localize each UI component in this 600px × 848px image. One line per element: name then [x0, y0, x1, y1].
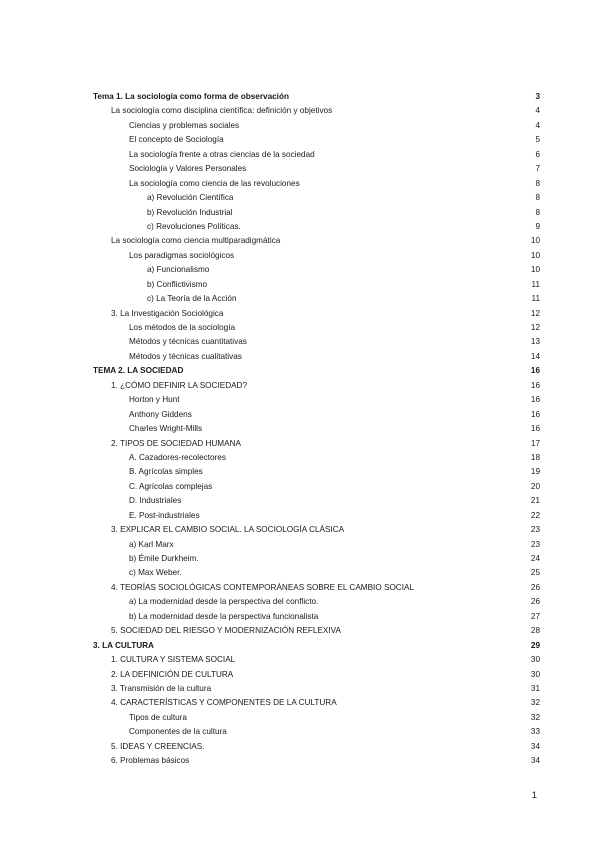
toc-entry-title: E. Post-industriales [129, 510, 200, 520]
toc-entry[interactable] [93, 437, 540, 451]
toc-entry[interactable] [93, 581, 540, 595]
toc-entry-title: Los paradigmas sociológicos [129, 250, 235, 260]
toc-entry[interactable] [93, 234, 540, 248]
toc-entry-page: 6 [535, 149, 540, 159]
toc-entry-page: 12 [530, 323, 540, 332]
toc-entry[interactable] [93, 321, 540, 335]
toc-entry-page: 31 [530, 683, 540, 693]
toc-entry-page: 25 [530, 568, 540, 578]
toc-entry[interactable] [93, 379, 540, 393]
toc-entry-title: 4. CARACTERÍSTICAS Y COMPONENTES DE LA CULTURA [111, 698, 337, 708]
toc-entry-page: 14 [530, 351, 540, 361]
toc-entry-title: 2. LA DEFINICIÓN DE CULTURA [111, 669, 234, 679]
toc-entry-title: b) Émile Durkheim. [129, 554, 199, 563]
toc-entry-page: 10 [530, 250, 540, 260]
toc-entry-page: 7 [535, 164, 540, 174]
toc-entry[interactable] [93, 682, 540, 696]
toc-entry-title: a) Karl Marx [129, 539, 174, 549]
toc-entry-page: 18 [530, 452, 540, 462]
toc-entry[interactable] [93, 191, 540, 205]
toc-entry[interactable] [93, 566, 540, 580]
toc-entry-title: 3. LA CULTURA [93, 640, 154, 650]
toc-entry-page: 16 [530, 366, 540, 376]
toc-entry-title: Los métodos de la sociología [129, 323, 236, 332]
toc-entry-page: 12 [530, 308, 540, 318]
toc-entry-title: Métodos y técnicas cualitativas [129, 351, 242, 361]
toc-entry-title: El concepto de Sociología [129, 135, 224, 145]
toc-entry-title: C. Agrícolas complejas [129, 481, 213, 491]
toc-entry[interactable] [93, 725, 540, 739]
toc-entry-page: 34 [530, 741, 540, 751]
toc-entry-page: 4 [535, 106, 540, 116]
toc-entry[interactable] [93, 740, 540, 754]
toc-entry-page: 19 [530, 467, 540, 477]
toc-entry-page: 16 [530, 424, 540, 434]
toc-entry[interactable] [93, 523, 540, 537]
toc-entry-page: 32 [530, 698, 540, 708]
toc-entry-page: 28 [530, 626, 540, 636]
toc-entry-title: a) Funcionalismo [147, 265, 210, 275]
toc-entry-title: TEMA 2. LA SOCIEDAD [93, 366, 184, 376]
toc-entry-page: 16 [530, 380, 540, 390]
toc-entry-title: c) Max Weber. [129, 568, 182, 578]
toc-entry-page: 8 [535, 193, 540, 203]
toc-entry-page: 3 [535, 92, 540, 101]
toc-entry-page: 24 [530, 554, 540, 563]
toc-entry-title: 5. IDEAS Y CREENCIAS. [111, 741, 205, 751]
toc-entry[interactable] [93, 220, 540, 234]
toc-entry[interactable] [93, 408, 540, 422]
toc-entry-title: b) Revolución Industrial [147, 207, 233, 217]
toc-entry-title: Anthony Giddens [129, 409, 192, 419]
toc-entry-title: a) La modernidad desde la perspectiva del conflicto. [129, 597, 319, 607]
toc-entry-title: D. Industriales [129, 496, 182, 506]
toc-entry-page: 16 [530, 395, 540, 405]
toc-entry-page: 30 [530, 669, 540, 679]
toc-entry-title: 4. TEORÍAS SOCIOLÓGICAS CONTEMPORÁNEAS SOBRE EL CAMBIO SOCIAL [111, 582, 415, 592]
toc-entry-page: 32 [530, 712, 540, 722]
toc-entry-title: a) Revolución Científica [147, 193, 234, 203]
toc-entry[interactable] [93, 162, 540, 176]
toc-entry-title: La sociología frente a otras ciencias de la sociedad [129, 149, 315, 159]
toc-entry-page: 29 [530, 640, 540, 650]
toc-entry-title: b) La modernidad desde la perspectiva funcionalista [129, 611, 319, 621]
toc-entry-page: 8 [535, 178, 540, 188]
toc-entry[interactable] [93, 624, 540, 638]
toc-entry-page: 10 [530, 265, 540, 275]
toc-entry-page: 23 [530, 539, 540, 549]
toc-entry-page: 4 [535, 120, 540, 130]
toc-entry[interactable] [93, 754, 540, 768]
toc-entry-title: La sociología como ciencia de las revoluciones [129, 178, 300, 188]
toc-entry-page: 22 [530, 510, 540, 520]
toc-entry[interactable] [93, 104, 540, 118]
toc-entry[interactable] [93, 335, 540, 349]
toc-entry-title: Métodos y técnicas cuantitativas [129, 337, 247, 347]
toc-entry[interactable] [93, 307, 540, 321]
toc-entry-title: Componentes de la cultura [129, 727, 227, 737]
toc-entry-page: 11 [531, 279, 540, 289]
toc-entry-title: 3. EXPLICAR EL CAMBIO SOCIAL. LA SOCIOLOGÍA CLÁSICA [111, 525, 345, 535]
toc-entry[interactable] [93, 509, 540, 523]
toc-entry[interactable] [93, 668, 540, 682]
toc-entry-page: 26 [530, 582, 540, 592]
toc-entry-title: 1. ¿CÓMO DEFINIR LA SOCIEDAD? [111, 380, 248, 390]
toc-entry[interactable] [93, 263, 540, 277]
toc-entry[interactable] [93, 465, 540, 479]
toc-entry[interactable] [93, 696, 540, 710]
toc-entry[interactable] [93, 480, 540, 494]
toc-entry-title: Charles Wright-Mills [129, 424, 203, 434]
toc-entry-page: 13 [530, 337, 540, 347]
toc-entry-page: 8 [535, 207, 540, 217]
toc-entry[interactable] [93, 148, 540, 162]
table-of-contents [93, 90, 540, 769]
toc-entry-title: c) La Teoría de la Acción [147, 294, 237, 304]
toc-entry-title: 1. CULTURA Y SISTEMA SOCIAL [111, 655, 236, 665]
toc-entry-title: Horton y Hunt [129, 395, 180, 405]
toc-entry[interactable] [93, 494, 540, 508]
toc-entry-title: Tema 1. La sociología como forma de observación [93, 92, 289, 101]
toc-entry-title: Sociología y Valores Personales [129, 164, 247, 174]
toc-entry-page: 16 [530, 409, 540, 419]
toc-entry-page: 33 [530, 727, 540, 737]
toc-entry-page: 23 [530, 525, 540, 535]
toc-entry[interactable] [93, 552, 540, 566]
toc-entry[interactable] [93, 177, 540, 191]
toc-entry-page: 5 [535, 135, 540, 145]
toc-entry[interactable] [93, 249, 540, 263]
toc-entry-page: 26 [530, 597, 540, 607]
toc-entry[interactable] [93, 639, 540, 653]
toc-entry[interactable] [93, 364, 540, 378]
toc-entry-title: b) Conflictivismo [147, 279, 208, 289]
toc-entry[interactable] [93, 422, 540, 436]
toc-entry-title: La sociología como ciencia multiparadigmática [111, 236, 281, 246]
toc-entry-page: 34 [530, 756, 540, 766]
toc-entry-title: A. Cazadores-recolectores [129, 452, 226, 462]
toc-entry-page: 30 [530, 655, 540, 665]
toc-entry-page: 21 [530, 496, 540, 506]
toc-entry-title: 3. La Investigación Sociológica [111, 308, 224, 318]
toc-entry-page: 17 [530, 438, 540, 448]
toc-entry-page: 20 [530, 481, 540, 491]
toc-entry[interactable] [93, 610, 540, 624]
toc-entry[interactable] [93, 133, 540, 147]
toc-entry-title: 5. SOCIEDAD DEL RIESGO Y MODERNIZACIÓN REFLEXIVA [111, 626, 341, 636]
toc-entry-title: Tipos de cultura [129, 712, 187, 722]
toc-entry-title: c) Revoluciones Políticas. [147, 221, 241, 231]
toc-entry[interactable] [93, 393, 540, 407]
toc-entry[interactable] [93, 119, 540, 133]
toc-entry-title: 6. Problemas básicos [111, 756, 190, 766]
toc-entry[interactable] [93, 711, 540, 725]
toc-entry[interactable] [93, 595, 540, 609]
toc-entry[interactable] [93, 451, 540, 465]
toc-entry-title: 2. TIPOS DE SOCIEDAD HUMANA [111, 438, 241, 448]
page-number: 1 [531, 790, 537, 801]
toc-entry[interactable] [93, 206, 540, 220]
toc-entry-title: 3. Transmisión de la cultura [111, 683, 212, 693]
toc-entry[interactable] [93, 350, 540, 364]
toc-entry[interactable] [93, 538, 540, 552]
toc-entry-page: 10 [530, 236, 540, 246]
toc-entry[interactable] [93, 292, 540, 306]
toc-entry-page: 11 [531, 294, 540, 304]
toc-entry-title: Ciencias y problemas sociales [129, 120, 240, 130]
toc-entry-title: La sociología como disciplina científica: definición y objetivos [111, 106, 333, 116]
toc-entry-title: B. Agrícolas simples [129, 467, 203, 477]
toc-entry[interactable] [93, 278, 540, 292]
toc-entry-page: 27 [530, 611, 540, 621]
toc-entry-page: 9 [535, 221, 540, 231]
toc-entry[interactable] [93, 653, 540, 667]
toc-entry[interactable] [93, 90, 540, 104]
